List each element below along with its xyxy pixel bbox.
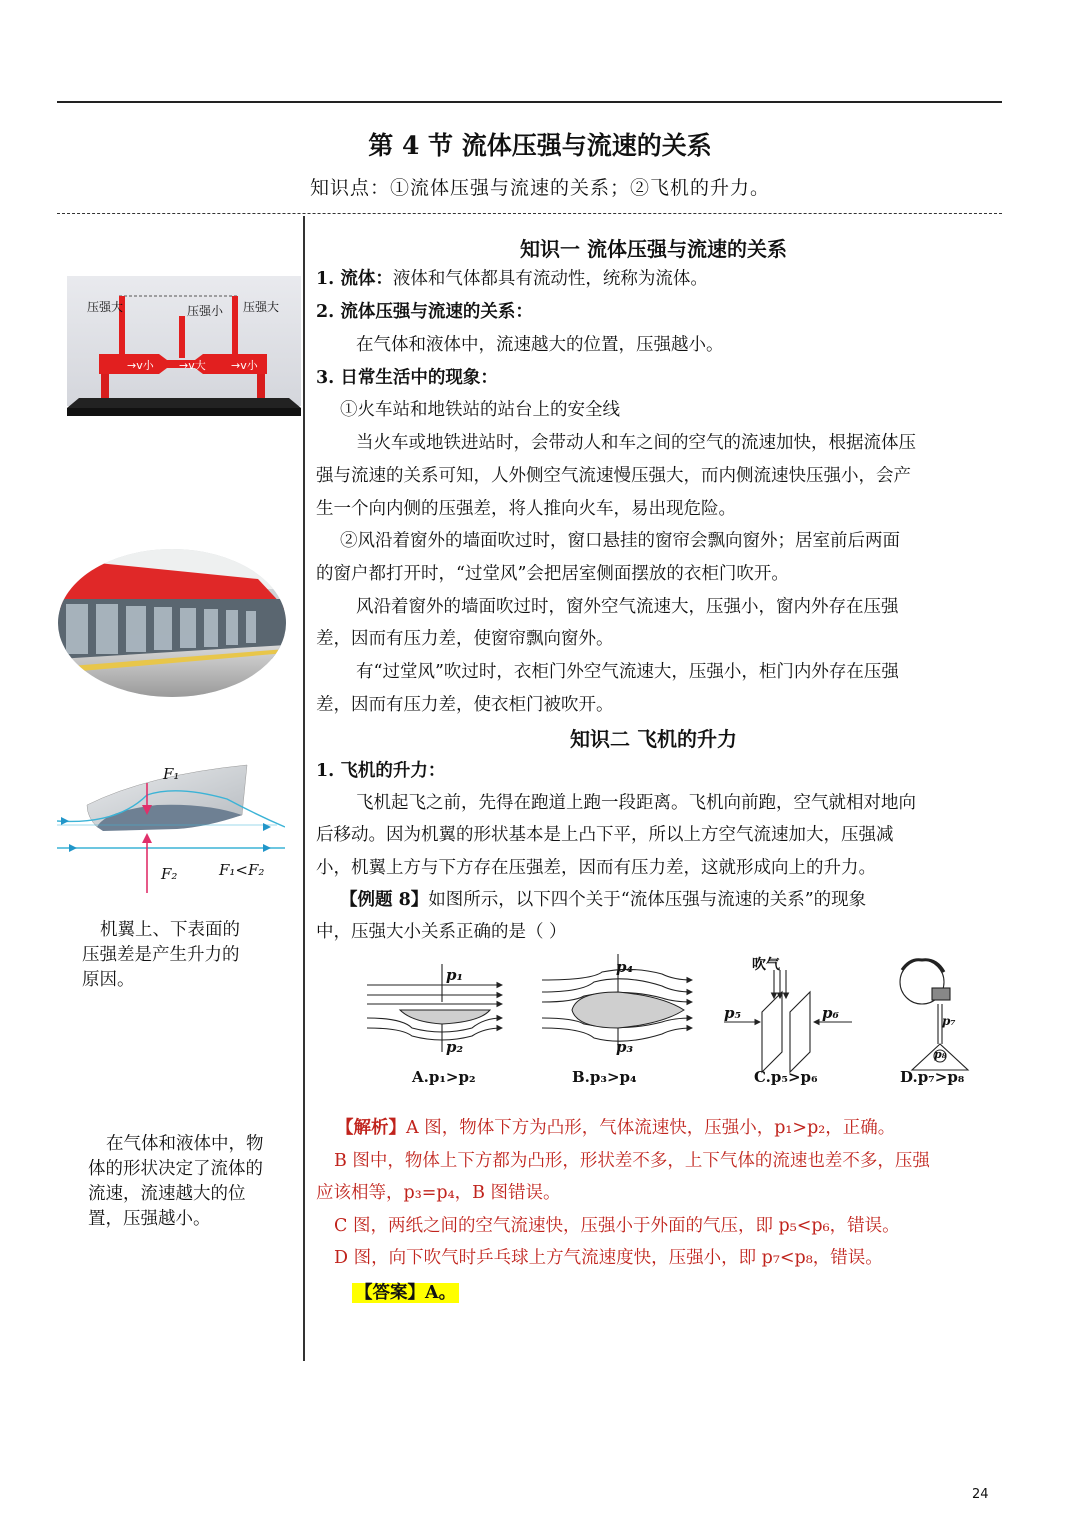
label-v-big: →v大 [179, 359, 206, 372]
label-p5: p₅ [724, 1004, 742, 1022]
phenomenon-1-line-3: 生一个向内侧的压强差，将人推向火车，易出现危险。 [316, 499, 736, 519]
analysis-line-4: C 图，两纸之间的空气流速快，压强小于外面的气压，即 p₅<p₆，错误。 [334, 1216, 900, 1236]
analysis-line-1 [336, 1116, 895, 1140]
phenomenon-1-line-1: 当火车或地铁进站时，会带动人和车之间的空气的流速加快，根据流体压 [356, 433, 916, 453]
label-v-small-2: →v小 [231, 359, 258, 372]
page-title: 第 4 节 流体压强与流速的关系 [368, 131, 712, 160]
item-1-text: 液体和气体都具有流动性，统称为流体。 [392, 269, 708, 289]
example-options-figure [362, 952, 972, 1094]
label-p4: p₄ [616, 958, 634, 976]
label-p1: p₁ [446, 966, 464, 984]
explanation-2-line-2: 差，因而有压力差，使衣柜门被吹开。 [316, 695, 614, 715]
lift-line-1: 飞机起飞之前，先得在跑道上跑一段距离。飞机向前跑，空气就相对地向 [356, 793, 916, 813]
option-a-label: A.p₁>p₂ [412, 1068, 476, 1086]
side-note-2-line-3: 流速，流速越大的位 [88, 1184, 246, 1204]
analysis-line-5: D 图，向下吹气时乒乓球上方气流速度快，压强小，即 p₇<p₈，错误。 [334, 1248, 883, 1268]
example-line-2: 中，压强大小关系正确的是（ ） [316, 922, 567, 942]
option-b-label: B.p₃>p₄ [572, 1068, 637, 1086]
phenomenon-1-title: ①火车站和地铁站的站台上的安全线 [340, 400, 620, 420]
lift-line-2: 后移动。因为机翼的形状基本是上凸下平，所以上方空气流速加大，压强减 [316, 825, 894, 845]
phenomenon-2-line-2: 的窗户都打开时，“过堂风”会把居室侧面摆放的衣柜门吹开。 [316, 564, 789, 584]
section-2-heading: 知识二 飞机的升力 [570, 727, 737, 751]
airfoil-figure [57, 755, 285, 900]
label-f2: F₂ [161, 865, 178, 883]
label-high-pressure-right: 压强大 [243, 300, 280, 314]
option-c-label: C.p₅>p₆ [754, 1068, 818, 1086]
analysis-text-1: A 图，物体下方为凸形，气体流速快，压强小，p₁>p₂，正确。 [406, 1118, 896, 1138]
label-p7: p₇ [942, 1014, 956, 1028]
phenomenon-2-line-1: ②风沿着窗外的墙面吹过时，窗口悬挂的窗帘会飘向窗外；居室前后两面 [340, 531, 900, 551]
analysis-line-3: 应该相等，p₃=p₄，B 图错误。 [316, 1183, 561, 1203]
example-tag: 【例题 8】 [340, 890, 429, 910]
label-f1: F₁ [163, 765, 180, 783]
option-d-label: D.p₇>p₈ [900, 1068, 965, 1086]
label-v-small-1: →v小 [127, 359, 154, 372]
side-note-2-line-2: 体的形状决定了流体的 [88, 1159, 263, 1179]
analysis-line-2: B 图中，物体上下方都为凸形，形状差不多，上下气体的流速也差不多，压强 [334, 1151, 930, 1171]
label-force-relation: F₁<F₂ [219, 861, 265, 879]
side-note-1-line-1: 机翼上、下表面的 [100, 920, 240, 940]
item-2-label: 2. 流体压强与流速的关系： [316, 302, 533, 322]
label-p8: p₈ [934, 1048, 947, 1061]
column-divider [303, 216, 305, 1361]
example-line-1 [340, 888, 866, 912]
dashed-divider [57, 213, 1002, 214]
example-text-1: 如图所示，以下四个关于“流体压强与流速的关系”的现象 [428, 890, 867, 910]
phenomenon-1-line-2: 强与流速的关系可知，人外侧空气流速慢压强大，而内侧流速快压强小，会产 [316, 466, 911, 486]
item-1-label: 1. 流体： [316, 269, 393, 289]
answer-tag: 【答案】A。 [352, 1283, 459, 1303]
label-p2: p₂ [446, 1038, 464, 1056]
side-note-2-line-4: 置，压强越小。 [88, 1209, 211, 1229]
side-note-1-line-3: 原因。 [82, 970, 135, 990]
lift-line-3: 小，机翼上方与下方存在压强差，因而有压力差，这就形成向上的升力。 [316, 858, 876, 878]
label-blow: 吹气 [752, 957, 780, 973]
top-rule [57, 101, 1002, 103]
metro-platform-photo [58, 549, 286, 697]
item-1 [316, 267, 708, 291]
page-number: 24 [972, 1487, 989, 1502]
explanation-1-line-1: 风沿着窗外的墙面吹过时，窗外空气流速大，压强小，窗内外存在压强 [356, 597, 899, 617]
label-low-pressure: 压强小 [187, 304, 224, 318]
lift-item-label: 1. 飞机的升力： [316, 761, 446, 781]
explanation-2-line-1: 有“过堂风”吹过时，衣柜门外空气流速大，压强小，柜门内外存在压强 [356, 662, 899, 682]
analysis-tag: 【解析】 [336, 1118, 406, 1138]
tube-experiment-figure [67, 276, 301, 418]
answer-line [352, 1281, 459, 1305]
label-p3: p₃ [616, 1038, 634, 1056]
item-3-label: 3. 日常生活中的现象： [316, 368, 498, 388]
knowledge-points: 知识点：①流体压强与流速的关系；②飞机的升力。 [309, 177, 770, 199]
section-1-heading: 知识一 流体压强与流速的关系 [520, 237, 787, 261]
item-2-text: 在气体和液体中，流速越大的位置，压强越小。 [356, 335, 724, 355]
side-note-1-line-2: 压强差是产生升力的 [82, 945, 240, 965]
explanation-1-line-2: 差，因而有压力差，使窗帘飘向窗外。 [316, 629, 614, 649]
label-p6: p₆ [822, 1004, 840, 1022]
label-high-pressure-left: 压强大 [87, 300, 124, 314]
side-note-2-line-1: 在气体和液体中，物 [106, 1134, 264, 1154]
